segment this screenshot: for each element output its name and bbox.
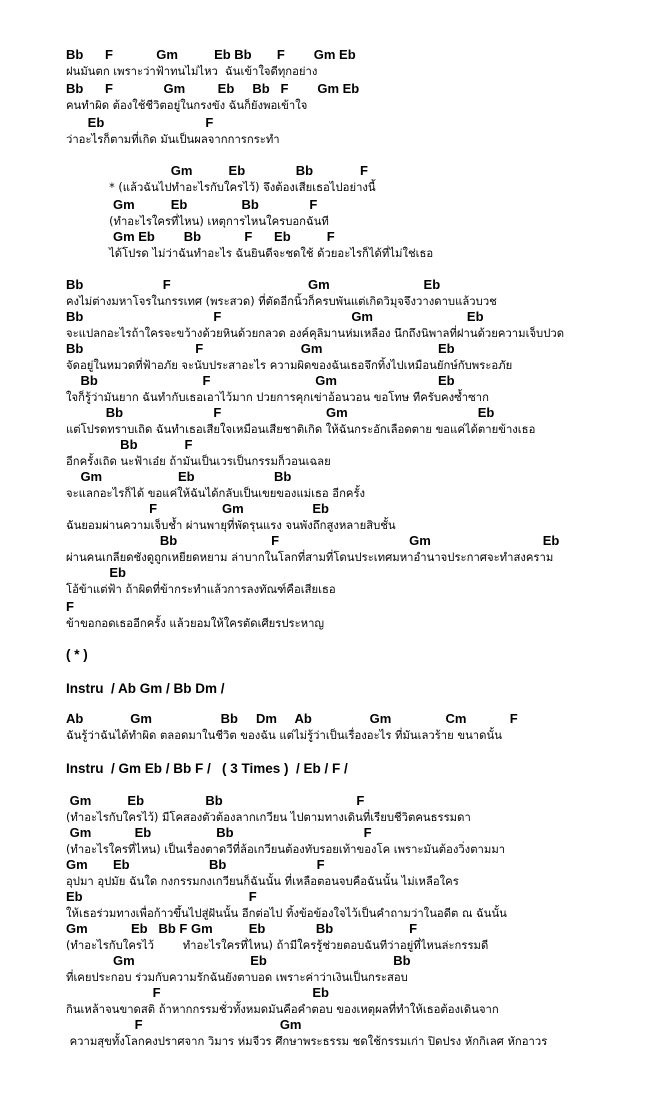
chord-line: Bb F Gm Eb: [66, 341, 455, 356]
chord-line: Bb F: [66, 437, 193, 452]
lyric-line: ผ่านคนเกลียดชังดูถูกเหยียดหยาม ล่าบากในโลกที่สามที่โดนประเทศมหาอำนาจประกาศจะทำสงคราม: [66, 551, 554, 564]
chord-line: Gm Eb Bb F: [66, 163, 368, 178]
lyric-line: * (แล้วฉันไปทำอะไรกับใครไว้) จึงต้องเสียเธอไปอย่างนี้: [66, 181, 376, 194]
lyric-line: ได้โปรด ไม่ว่าฉันทำอะไร ฉันยินดีจะชดใช้ ด้วยอะไรก็ได้ที่ไม่ใช่เธอ: [66, 247, 434, 260]
lyric-line: ข้าขอกอดเธออีกครั้ง แล้วยอมให้ใครตัดเศียรประหาญ: [66, 617, 325, 630]
lyric-line: จะแลกอะไรก็ได้ ขอแค่ให้ฉันได้กลับเป็นเขยของแม่เธอ อีกครั้ง: [66, 487, 366, 500]
chord-line: Bb F Gm Eb: [66, 277, 441, 292]
lyric-line: (ทำอะไรกับใครไว้) มีโคสองตัวต้องลากเกวียน ไปตามทางเดินที่เรียบชีวิตคนธรรมดา: [66, 811, 471, 824]
chord-line: F: [66, 599, 74, 614]
section-heading: Instru / Ab Gm / Bb Dm /: [66, 681, 225, 696]
lyric-line: แต่โปรดทราบเถิด ฉันทำเธอเสียใจเหมือนเสียชาติเกิด ให้ฉันกระอักเลือดตาย ขอแค่ได้ตายข้างเธอ: [66, 423, 536, 436]
lyric-line: จะแปลกอะไรถ้าใครจะขว้างด้วยหินด้วยกลวด องค์คุลิมานห่มเหลือง นึกถึงนิพาลที่ฝานด้วยความเจ็บปวด: [66, 327, 565, 340]
lyric-line: ที่เคยประกอบ ร่วมกับความรักฉันยังตาบอด เพราะค่าว่าเงินเป็นกระสอบ: [66, 971, 408, 984]
lyric-line: ฉันรู้ว่าฉันได้ทำผิด ตลอดมาในชีวิต ของฉัน แต่ไม่รู้ว่าเป็นเรื่องอะไร ที่มันเลวร้าย ขนาดนั้น: [66, 729, 502, 742]
lyric-line: (ทำอะไรกับใครไว้ ทำอะไรใครที่ไหน) ถ้ามีใครรู้ช่วยตอบฉันทีว่าอยู่ที่ไหนล่ะกรรมดี: [66, 939, 489, 952]
chord-line: Gm Eb Bb F: [66, 857, 325, 872]
lyric-line: ใจก็รู้ว่ามันยาก ฉันทำกับเธอเอาไว้มาก ปวยการคุกเข่าอ้อนวอน ขอโทษ ทีครับคงซ้ำซาก: [66, 391, 489, 404]
chord-line: Gm Eb Bb F: [66, 793, 365, 808]
lyric-line: ฉันยอมผ่านความเจ็บช้ำ ผ่านพายุที่พัดรุนแรง จนพังถึกสูงหลายสิบชั้น: [66, 519, 396, 532]
chord-line: Gm Eb Bb F: [66, 825, 372, 840]
lyric-line: คงไม่ต่างมหาโจรในกรรเทศ (พระสวด) ที่ตัดอีกนิ้วก็ครบพันแต่เกิดวิมุจจึงวางดาบแล้วบวช: [66, 295, 497, 308]
lyric-line: อุปมา อุปมัย ฉันใด กงกรรมกงเกวียนก็ฉันนั้น ที่เหลือตอนจบคือฉันนั้น ไม่เหลือใคร: [66, 875, 459, 888]
lyric-line: ความสุขทั้งโลกคงปราศจาก วิมาร ห่มจีวร ศึกษาพระธรรม ชดใช้กรรมเก่า ปิดปรง หักกิเลศ หักอาวร: [66, 1035, 548, 1048]
lyric-line: โอ้ข้าแต่ฟ้า ถ้าผิดที่ข้ากระทำแล้วการลงทัณฑ์คือเสียเธอ: [66, 583, 336, 596]
chord-line: Eb F: [66, 115, 214, 130]
chord-line: F Eb: [66, 985, 329, 1000]
chord-line: Bb F Gm Eb Bb F Gm Eb: [66, 81, 360, 96]
lyric-line: (ทำอะไรใครที่ไหน) เป็นเรื่องตาดวีที่ล้อเกวียนต้องทับรอยเท้าของโค เพราะมันต้องวิ่งตามมา: [66, 843, 506, 856]
chord-line: F Gm Eb: [66, 501, 329, 516]
chord-line: Gm Eb Bb F Eb F: [66, 229, 335, 244]
lyric-line: กินเหล้าจนขาดสติ ถ้าหากกรรมชั่วทั้งหมดมันคือคำตอบ ของเหตุผลที่ทำให้เธอต้องเดินจาก: [66, 1003, 499, 1016]
chord-line: F Gm: [66, 1017, 302, 1032]
lyric-line: จัดอยู่ในหมวดที่ฟ้าอภัย จะนับประสาอะไร ความผิดของฉันเธอจึกทิ้งไปเหมือนยักษ์กับพระอภัย: [66, 359, 513, 372]
chord-line: Gm Eb Bb: [66, 953, 411, 968]
chord-line: Bb F Gm Eb: [66, 405, 495, 420]
lyric-line: (ทำอะไรใครที่ไหน) เหตุการไหนใครบอกฉันที: [66, 215, 329, 228]
chord-line: Bb F Gm Eb: [66, 309, 484, 324]
lyric-line: คนทำผิด ต้องใช้ชีวิตอยู่ในกรงขัง ฉันก็ยังพอเข้าใจ: [66, 99, 308, 112]
lyric-line: ฝนมันตก เพราะว่าฟ้าทนไม่ไหว ฉันเข้าใจดีทุกอย่าง: [66, 65, 318, 78]
lyric-line: อีกครั้งเถิด นะฟ้าเอ๋ย ถ้ามันเป็นเวรเป็นกรรมก็วอนเฉลย: [66, 455, 331, 468]
chord-line: Bb F Gm Eb: [66, 533, 560, 548]
section-heading: Instru / Gm Eb / Bb F / ( 3 Times ) / Eb / F /: [66, 761, 348, 776]
chord-line: Eb F: [66, 889, 257, 904]
section-heading: ( * ): [66, 647, 88, 662]
chord-line: Bb F Gm Eb Bb F Gm Eb: [66, 47, 356, 62]
chord-line: Bb F Gm Eb: [66, 373, 455, 388]
chord-line: Ab Gm Bb Dm Ab Gm Cm F: [66, 711, 518, 726]
chord-line: Gm Eb Bb F Gm Eb Bb F: [66, 921, 418, 936]
lyric-line: ให้เธอร่วมทางเพื่อก้าวขึ้นไปสู่ฝันนั้น อีกต่อไป ทิ้งข้อข้องใจไว้เป็นคำถามว่าในอดีต ณ ฉันนั้น: [66, 907, 507, 920]
lyric-line: ว่าอะไรก็ตามที่เกิด มันเป็นผลจากการกระทำ: [66, 133, 280, 146]
chord-line: Gm Eb Bb F: [66, 197, 318, 212]
chord-line: Gm Eb Bb: [66, 469, 292, 484]
chord-line: Eb: [66, 565, 126, 580]
